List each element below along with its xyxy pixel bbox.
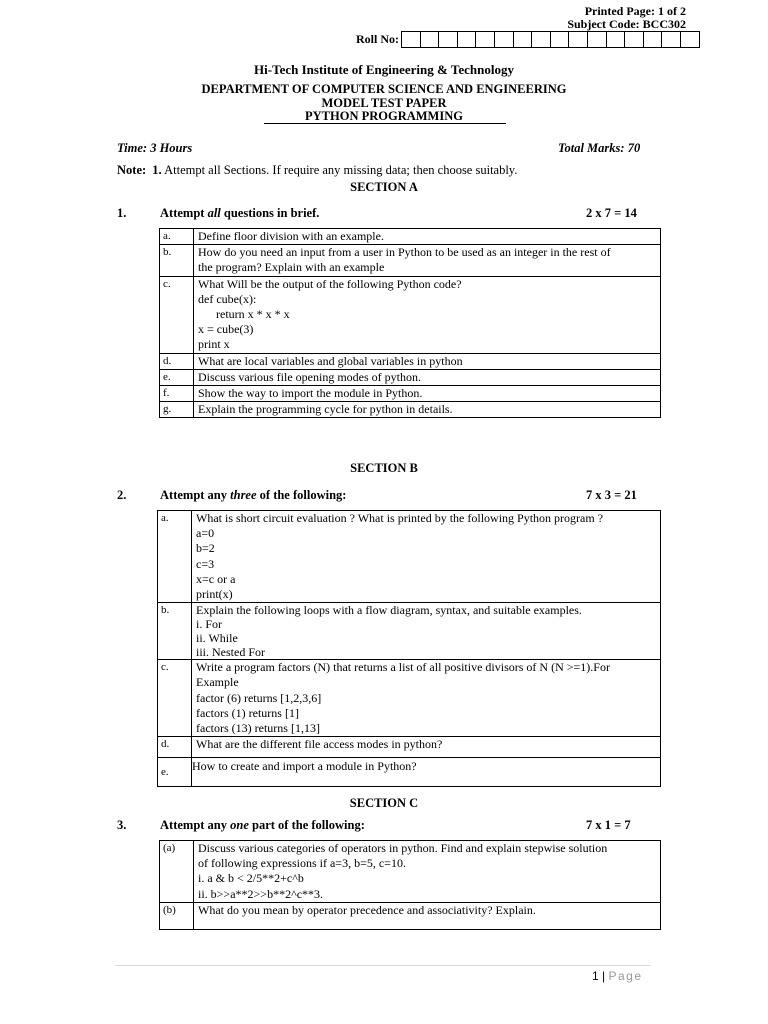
table-row [158, 737, 661, 758]
table-row [158, 511, 661, 603]
time-label: Time: 3 Hours [117, 141, 193, 155]
total-marks: Total Marks: 70 [558, 141, 641, 155]
row-label: a. [158, 511, 192, 603]
institute-name: Hi-Tech Institute of Engineering & Technology [254, 62, 514, 77]
question-text: Discuss various file opening modes of python. [194, 369, 661, 385]
row-label: (a) [160, 841, 194, 903]
question-text: Explain the programming cycle for python in details. [194, 402, 661, 418]
row-label: e. [160, 369, 194, 385]
page-separator: | [598, 969, 609, 983]
row-label: c. [158, 660, 192, 737]
table-row [158, 603, 661, 660]
section-a-title: SECTION A [350, 180, 418, 194]
table-row [158, 758, 661, 787]
question-3-marks: 7 x 1 = 7 [586, 818, 631, 832]
question-2-instruction: Attempt any three of the following: [160, 488, 347, 502]
table-row [158, 660, 661, 737]
page-footer [592, 969, 643, 983]
row-label: (b) [160, 902, 194, 929]
printed-page: Printed Page: 1 of 2 [584, 4, 686, 18]
roll-number-label: Roll No: [356, 31, 399, 46]
table-row [160, 369, 661, 385]
roll-number-boxes [401, 31, 700, 48]
subject-name: PYTHON PROGRAMMING [305, 109, 463, 123]
question-1-marks: 2 x 7 = 14 [586, 206, 637, 220]
section-b-title: SECTION B [350, 461, 418, 475]
question-1-number: 1. [117, 206, 127, 220]
row-label: f. [160, 386, 194, 402]
section-a-table [159, 228, 661, 418]
table-row [160, 402, 661, 418]
table-row [160, 386, 661, 402]
question-text: What are local variables and global variables in python [194, 353, 661, 369]
note [117, 163, 517, 178]
question-3-instruction: Attempt any one part of the following: [160, 818, 365, 832]
subject-code: Subject Code: BCC302 [567, 17, 686, 31]
table-row [160, 276, 661, 353]
section-c-title: SECTION C [349, 796, 419, 810]
row-label: g. [160, 402, 194, 418]
question-2-number: 2. [117, 488, 127, 502]
row-label: e. [158, 758, 192, 787]
question-3-number: 3. [117, 818, 127, 832]
question-text: Write a program factors (N) that returns a list of all positive divisors of N (N >=1).For Example factor (6) returns [1,2,3,6] factors (1) returns [1] factors (13) returns [1,13] [192, 660, 661, 737]
page-number: 1 [592, 969, 599, 983]
question-text: Explain the following loops with a flow diagram, syntax, and suitable examples. i. For ii. While iii. Nested For [192, 603, 661, 660]
note-text: Attempt all Sections. If require any missing data; then choose suitably. [164, 163, 518, 177]
question-text: How to create and import a module in Python? [192, 758, 661, 787]
row-label: a. [160, 229, 194, 245]
footer-divider [115, 965, 651, 966]
row-label: b. [160, 245, 194, 276]
question-text: What do you mean by operator precedence and associativity? Explain. [194, 902, 661, 929]
question-text: Define floor division with an example. [194, 229, 661, 245]
paper-type: MODEL TEST PAPER [321, 96, 447, 110]
subject-underline [264, 123, 506, 124]
question-text: What are the different file access modes in python? [192, 737, 661, 758]
question-2-marks: 7 x 3 = 21 [586, 488, 637, 502]
table-row [160, 229, 661, 245]
row-label: b. [158, 603, 192, 660]
question-text: Discuss various categories of operators in python. Find and explain stepwise solution of following expressions if a=3, b=5, c=10. i. a & b < 2/5**2+c^b ii. b>>a**2>>b**2^c**3. [194, 841, 661, 903]
row-label: d. [158, 737, 192, 758]
question-text: How do you need an input from a user in Python to be used as an integer in the rest of the program? Explain with an example [194, 245, 661, 276]
row-label: c. [160, 276, 194, 353]
section-b-table [157, 510, 661, 787]
table-row [160, 353, 661, 369]
table-row [160, 245, 661, 276]
question-text: What is short circuit evaluation ? What is printed by the following Python program ? a=0 b=2 c=3 x=c or a print(x) [192, 511, 661, 603]
row-label: d. [160, 353, 194, 369]
question-text: What Will be the output of the following Python code? def cube(x): return x * x * x x = cube(3) print x [194, 276, 661, 353]
table-row [160, 902, 661, 929]
roll-number-row [356, 31, 700, 47]
table-row [160, 841, 661, 903]
question-text: Show the way to import the module in Python. [194, 386, 661, 402]
page-word: Page [608, 969, 643, 983]
department-name: DEPARTMENT OF COMPUTER SCIENCE AND ENGINEERING [201, 82, 567, 96]
question-1-instruction: Attempt all questions in brief. [160, 206, 320, 220]
note-label: Note: [117, 163, 147, 177]
section-c-table [159, 840, 661, 930]
note-number: 1. [152, 163, 162, 177]
